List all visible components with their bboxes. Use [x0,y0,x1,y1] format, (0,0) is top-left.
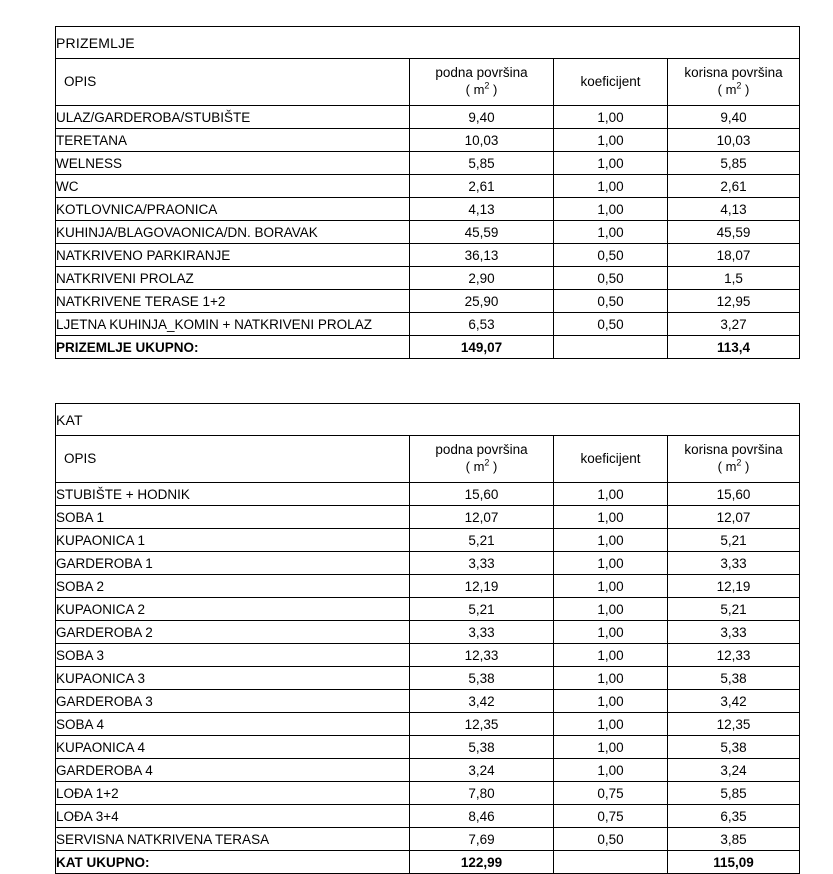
cell-usable-area: 10,03 [668,129,800,152]
column-header-coefficient-label: koeficijent [580,74,641,89]
cell-usable-area: 12,07 [668,506,800,529]
cell-coefficient: 1,00 [554,552,668,575]
table-row [56,313,800,336]
cell-total-floor-area: 122,99 [410,851,554,874]
cell-description: SOBA 1 [56,506,410,529]
cell-description: SOBA 2 [56,575,410,598]
column-header-usable-area-label: korisna površina [684,442,783,458]
table-row [56,667,800,690]
table-row [56,552,800,575]
cell-floor-area: 3,33 [410,552,554,575]
cell-usable-area: 3,85 [668,828,800,851]
cell-usable-area: 3,24 [668,759,800,782]
cell-floor-area: 3,24 [410,759,554,782]
cell-coefficient: 1,00 [554,529,668,552]
cell-floor-area: 3,33 [410,621,554,644]
cell-floor-area: 5,38 [410,736,554,759]
cell-description: NATKRIVENI PROLAZ [56,267,410,290]
cell-description: KUPAONICA 1 [56,529,410,552]
cell-description: GARDEROBA 2 [56,621,410,644]
cell-description: KUPAONICA 3 [56,667,410,690]
cell-floor-area: 12,33 [410,644,554,667]
cell-usable-area: 5,38 [668,736,800,759]
area-table-ground-floor [55,26,800,359]
cell-coefficient: 1,00 [554,621,668,644]
cell-description: KUPAONICA 4 [56,736,410,759]
cell-usable-area: 15,60 [668,483,800,506]
column-header-usable-area-label: korisna površina [684,65,783,81]
cell-coefficient: 1,00 [554,175,668,198]
cell-coefficient: 0,75 [554,782,668,805]
cell-coefficient: 0,50 [554,267,668,290]
cell-coefficient: 0,50 [554,290,668,313]
cell-usable-area: 18,07 [668,244,800,267]
column-header-floor-area-unit: ( $m^2$ ) [465,80,498,98]
table-row [56,782,800,805]
cell-usable-area: 5,85 [668,152,800,175]
cell-coefficient: 1,00 [554,506,668,529]
cell-usable-area: 4,13 [668,198,800,221]
table-total-row [56,851,800,874]
cell-coefficient: 0,50 [554,244,668,267]
cell-description: LOĐA 1+2 [56,782,410,805]
cell-usable-area: 12,19 [668,575,800,598]
table-row [56,828,800,851]
cell-floor-area: 6,53 [410,313,554,336]
cell-floor-area: 5,21 [410,529,554,552]
cell-coefficient: 1,00 [554,690,668,713]
table-total-row [56,336,800,359]
cell-description: TERETANA [56,129,410,152]
cell-coefficient: 1,00 [554,106,668,129]
column-header-description: OPIS [56,436,410,483]
table-row [56,129,800,152]
cell-coefficient: 0,50 [554,313,668,336]
cell-coefficient: 1,00 [554,736,668,759]
cell-description: KOTLOVNICA/PRAONICA [56,198,410,221]
column-header-coefficient [554,436,668,483]
cell-floor-area: 4,13 [410,198,554,221]
cell-total-floor-area: 149,07 [410,336,554,359]
table-title-row [56,27,800,59]
cell-description: NATKRIVENO PARKIRANJE [56,244,410,267]
table-title: KAT [56,404,800,436]
table-title: PRIZEMLJE [56,27,800,59]
cell-description: GARDEROBA 1 [56,552,410,575]
cell-usable-area: 5,85 [668,782,800,805]
cell-floor-area: 45,59 [410,221,554,244]
cell-description: SERVISNA NATKRIVENA TERASA [56,828,410,851]
column-header-usable-area [668,59,800,106]
cell-description: KUHINJA/BLAGOVAONICA/DN. BORAVAK [56,221,410,244]
column-header-floor-area-label: podna površina [435,65,528,81]
cell-coefficient: 1,00 [554,483,668,506]
cell-usable-area: 3,27 [668,313,800,336]
cell-coefficient: 1,00 [554,667,668,690]
table-row [56,221,800,244]
column-header-floor-area-label: podna površina [435,442,528,458]
table-row [56,805,800,828]
column-header-usable-area-unit: ( $m^2$ ) [717,457,750,475]
cell-description: SOBA 4 [56,713,410,736]
cell-coefficient: 1,00 [554,198,668,221]
cell-description: GARDEROBA 4 [56,759,410,782]
table-row [56,690,800,713]
cell-coefficient: 1,00 [554,129,668,152]
cell-usable-area: 3,33 [668,552,800,575]
cell-floor-area: 25,90 [410,290,554,313]
cell-usable-area: 5,21 [668,598,800,621]
cell-coefficient: 1,00 [554,644,668,667]
column-header-floor-area [410,59,554,106]
cell-total-coefficient [554,851,668,874]
table-row [56,575,800,598]
table-row [56,106,800,129]
cell-usable-area: 45,59 [668,221,800,244]
table-row [56,198,800,221]
cell-floor-area: 3,42 [410,690,554,713]
table-row [56,152,800,175]
cell-floor-area: 15,60 [410,483,554,506]
cell-usable-area: 6,35 [668,805,800,828]
table-row [56,483,800,506]
cell-coefficient: 1,00 [554,713,668,736]
cell-description: KUPAONICA 2 [56,598,410,621]
area-table-first-floor [55,403,800,874]
cell-floor-area: 36,13 [410,244,554,267]
column-header-floor-area-unit: ( $m^2$ ) [465,457,498,475]
table-header-row [56,436,800,483]
cell-usable-area: 3,33 [668,621,800,644]
column-header-description: OPIS [56,59,410,106]
cell-description: WELNESS [56,152,410,175]
cell-floor-area: 2,90 [410,267,554,290]
table-row [56,506,800,529]
cell-floor-area: 12,19 [410,575,554,598]
cell-total-coefficient [554,336,668,359]
cell-floor-area: 5,38 [410,667,554,690]
table-row [56,244,800,267]
table-row [56,759,800,782]
cell-floor-area: 9,40 [410,106,554,129]
cell-description: LJETNA KUHINJA_KOMIN + NATKRIVENI PROLAZ [56,313,410,336]
cell-coefficient: 0,75 [554,805,668,828]
table-row [56,598,800,621]
cell-description: LOĐA 3+4 [56,805,410,828]
cell-usable-area: 12,35 [668,713,800,736]
cell-floor-area: 10,03 [410,129,554,152]
column-header-coefficient-label: koeficijent [580,451,641,466]
cell-total-label: KAT UKUPNO: [56,851,410,874]
table-row [56,621,800,644]
table-header-row [56,59,800,106]
table-row [56,644,800,667]
cell-description: NATKRIVENE TERASE 1+2 [56,290,410,313]
cell-usable-area: 9,40 [668,106,800,129]
column-header-usable-area [668,436,800,483]
cell-description: SOBA 3 [56,644,410,667]
cell-coefficient: 1,00 [554,221,668,244]
cell-description: WC [56,175,410,198]
cell-total-label: PRIZEMLJE UKUPNO: [56,336,410,359]
cell-usable-area: 5,38 [668,667,800,690]
cell-usable-area: 2,61 [668,175,800,198]
cell-floor-area: 12,07 [410,506,554,529]
cell-floor-area: 5,21 [410,598,554,621]
cell-usable-area: 12,95 [668,290,800,313]
cell-coefficient: 1,00 [554,759,668,782]
column-header-coefficient [554,59,668,106]
table-row [56,713,800,736]
cell-coefficient: 1,00 [554,598,668,621]
table-row [56,736,800,759]
column-header-floor-area [410,436,554,483]
table-row [56,529,800,552]
table-title-row [56,404,800,436]
cell-description: ULAZ/GARDEROBA/STUBIŠTE [56,106,410,129]
table-row [56,267,800,290]
cell-usable-area: 1,5 [668,267,800,290]
cell-description: GARDEROBA 3 [56,690,410,713]
cell-floor-area: 7,80 [410,782,554,805]
cell-floor-area: 8,46 [410,805,554,828]
cell-floor-area: 5,85 [410,152,554,175]
cell-floor-area: 12,35 [410,713,554,736]
table-row [56,290,800,313]
cell-coefficient: 1,00 [554,152,668,175]
cell-usable-area: 12,33 [668,644,800,667]
cell-coefficient: 0,50 [554,828,668,851]
cell-usable-area: 3,42 [668,690,800,713]
cell-usable-area: 5,21 [668,529,800,552]
cell-floor-area: 2,61 [410,175,554,198]
cell-coefficient: 1,00 [554,575,668,598]
cell-total-usable-area: 115,09 [668,851,800,874]
table-row [56,175,800,198]
cell-description: STUBIŠTE + HODNIK [56,483,410,506]
cell-floor-area: 7,69 [410,828,554,851]
column-header-usable-area-unit: ( $m^2$ ) [717,80,750,98]
cell-total-usable-area: 113,4 [668,336,800,359]
